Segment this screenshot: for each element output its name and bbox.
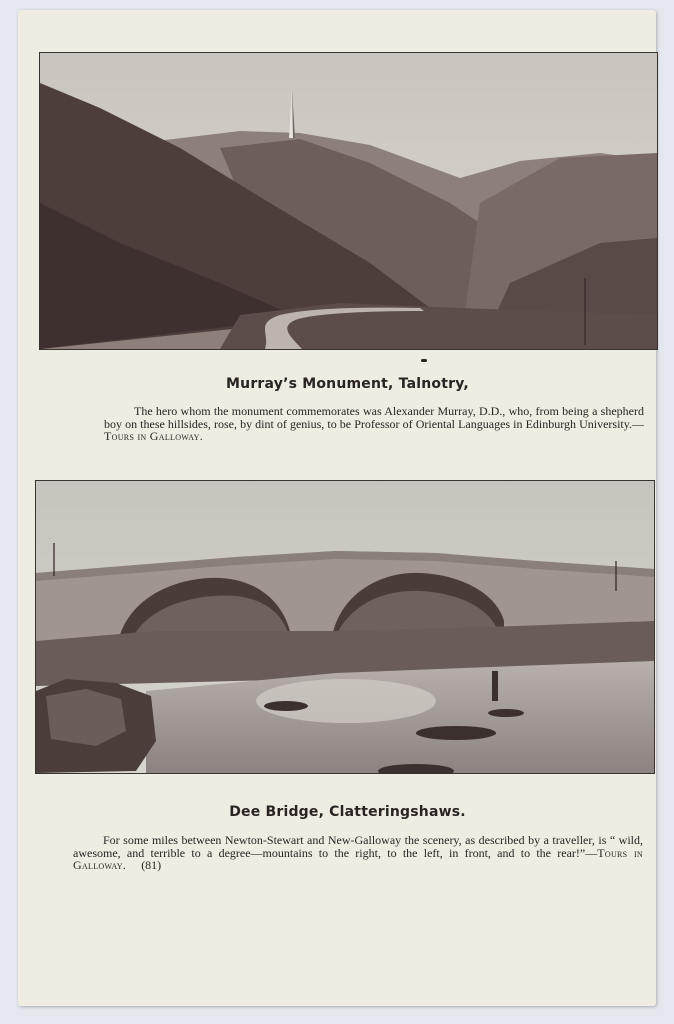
monument-caption-text: The hero whom the monument commemorates was Alexander Murray, D.D., who, from being a shepherd boy on these hillsides, rose, by dint of genius, to be Professor of Oriental Languages in Edinburgh University.— xyxy=(104,404,644,431)
bridge-caption-text: For some miles between Newton-Stewart and New-Galloway the scenery, as described by a traveller, is “ wild, awesome, and terrible to a degree—mountains to the right, to the left, in front, and to the rear!”— xyxy=(73,833,643,860)
bridge-title: Dee Bridge, Clatteringshaws. xyxy=(229,804,466,820)
monument-caption-source: Tours in Galloway. xyxy=(104,429,203,443)
bridge-photo xyxy=(35,480,655,774)
monument-title: Murray’s Monument, Talnotry, xyxy=(226,376,469,392)
ink-speck xyxy=(421,359,427,362)
monument-caption xyxy=(104,405,644,443)
postcard xyxy=(18,10,656,1006)
monument-photo xyxy=(39,52,658,350)
bridge-caption xyxy=(73,834,643,872)
plate-number: (81) xyxy=(141,858,162,872)
bridge-caption-source: Tours in Galloway. xyxy=(73,845,644,872)
